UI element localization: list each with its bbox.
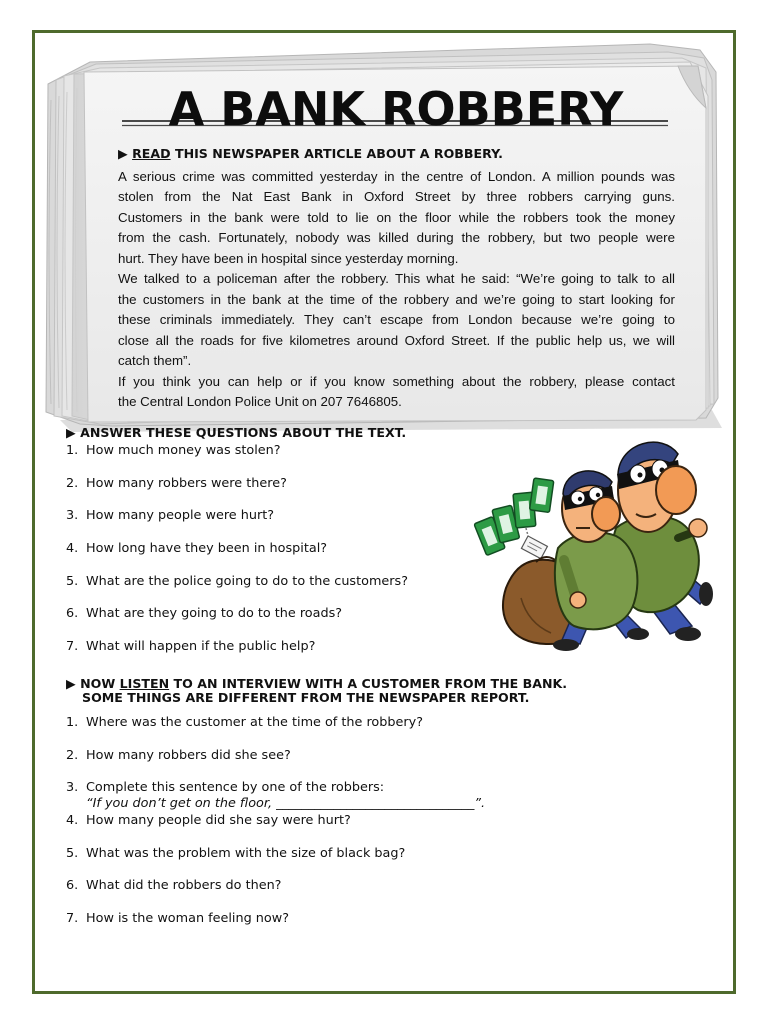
article-paragraph	[118, 167, 675, 269]
question-item	[66, 878, 485, 911]
article-line: these criminals immediately. They can’t escape from London because we’re going to	[118, 312, 675, 328]
article-line: the Central London Police Unit on 207 7646805.	[118, 393, 402, 409]
question-text: What did the robbers do then?	[86, 878, 282, 894]
question-text: How is the woman feeling now?	[86, 911, 289, 927]
question-number: 4.	[66, 813, 79, 829]
question-item	[66, 541, 408, 574]
listening-heading-prefix: NOW	[80, 676, 116, 691]
question-text: What was the problem with the size of black bag?	[86, 845, 406, 861]
arrow-icon: ▶	[118, 146, 128, 161]
question-text: How long have they been in hospital?	[86, 541, 328, 557]
arrow-icon: ▶	[66, 676, 76, 691]
article-line: stolen from the Nat East Bank in Oxford Street by three robbers carrying guns.	[118, 189, 675, 205]
question-number: 1.	[66, 715, 79, 730]
question-item	[66, 813, 485, 846]
front-robber-hand	[570, 592, 586, 608]
article-paragraph	[118, 372, 675, 413]
question-text: How many robbers were there?	[86, 475, 287, 491]
article-line: A serious crime was committed yesterday in the centre of London. A million pounds was	[118, 169, 675, 184]
question-text: How many people were hurt?	[86, 508, 275, 524]
sentence-to-complete: “If you don’t get on the floor, _______________________________”.	[86, 796, 486, 812]
question-number: 2.	[66, 475, 79, 491]
back-robber-nose	[656, 466, 696, 514]
question-number: 1.	[66, 443, 79, 458]
question-item	[66, 476, 408, 509]
question-text: What are the police going to do to the customers?	[86, 573, 409, 589]
robbers-illustration	[466, 428, 714, 654]
question-text: Complete this sentence by one of the robbers:	[86, 780, 385, 796]
back-robber-hand	[689, 519, 707, 537]
article-line: Customers in the bank were told to lie on the floor while the robbers took the money	[118, 209, 675, 225]
question-text: What will happen if the public help?	[86, 639, 316, 655]
question-item	[66, 748, 485, 781]
question-number: 7.	[66, 639, 79, 655]
comprehension-question-list	[66, 443, 408, 672]
page-title: A BANK ROBBERY	[168, 82, 624, 136]
article-line: catch them”.	[118, 353, 192, 369]
question-text: How many people did she say were hurt?	[86, 813, 351, 829]
listening-heading-line-2: SOME THINGS ARE DIFFERENT FROM THE NEWSPAPER REPORT.	[82, 690, 530, 705]
question-text: What are they going to do to the roads?	[86, 606, 343, 622]
front-robber-nose	[592, 497, 620, 531]
question-text: How many robbers did she see?	[86, 747, 291, 763]
back-robber-shoe	[699, 582, 713, 606]
question-number: 4.	[66, 541, 79, 557]
question-item	[66, 508, 408, 541]
listening-heading-text: TO AN INTERVIEW WITH A CUSTOMER FROM THE BANK.	[173, 676, 568, 691]
article-line: We talked to a policeman after the robbery. This what he said: “We’re going to talk to all	[118, 271, 675, 287]
question-item	[66, 574, 408, 607]
question-item	[66, 443, 408, 476]
question-item	[66, 606, 408, 639]
question-number: 6.	[66, 878, 79, 894]
question-number: 3.	[66, 508, 79, 524]
comprehension-heading-text: ANSWER THESE QUESTIONS ABOUT THE TEXT.	[80, 425, 407, 440]
question-number: 6.	[66, 606, 79, 622]
question-item	[66, 639, 408, 672]
front-robber-shoe	[627, 628, 649, 640]
question-item	[66, 780, 485, 813]
tag-chain-icon	[521, 528, 547, 559]
question-number: 5.	[66, 845, 79, 861]
article-line: from the cash. Fortunately, nobody was killed during the robbery, but two people were	[118, 230, 675, 246]
read-instruction-heading	[118, 146, 503, 162]
listen-keyword: LISTEN	[119, 676, 170, 691]
read-keyword: READ	[132, 146, 171, 161]
listening-heading-line-1	[66, 677, 567, 691]
question-item	[66, 715, 485, 748]
question-item	[66, 846, 485, 879]
question-number: 7.	[66, 911, 79, 927]
listening-heading	[66, 677, 567, 705]
comprehension-heading	[66, 425, 406, 441]
article-paragraph	[118, 269, 675, 371]
article-line: hurt. They have been in hospital since yesterday morning.	[118, 250, 459, 266]
question-text: Where was the customer at the time of the robbery?	[86, 715, 423, 730]
listening-question-list	[66, 715, 485, 944]
question-number: 5.	[66, 573, 79, 589]
question-number: 3.	[66, 780, 79, 796]
article-line: If you think you can help or if you know something about the robbery, please contact	[118, 373, 675, 389]
arrow-icon: ▶	[66, 425, 76, 440]
article-line: the customers in the bank at the time of the robbery and we’re going to start looking for	[118, 291, 675, 307]
question-item	[66, 911, 485, 944]
question-text: How much money was stolen?	[86, 443, 281, 458]
article-line: close all the roads for five kilometres around Oxford Street. If the public help us, we will	[118, 332, 675, 348]
newspaper-article	[118, 167, 675, 412]
front-robber-shoe	[553, 639, 579, 651]
back-robber-shoe	[675, 627, 701, 641]
read-heading-text: THIS NEWSPAPER ARTICLE ABOUT A ROBBERY.	[174, 146, 503, 161]
question-number: 2.	[66, 747, 79, 763]
